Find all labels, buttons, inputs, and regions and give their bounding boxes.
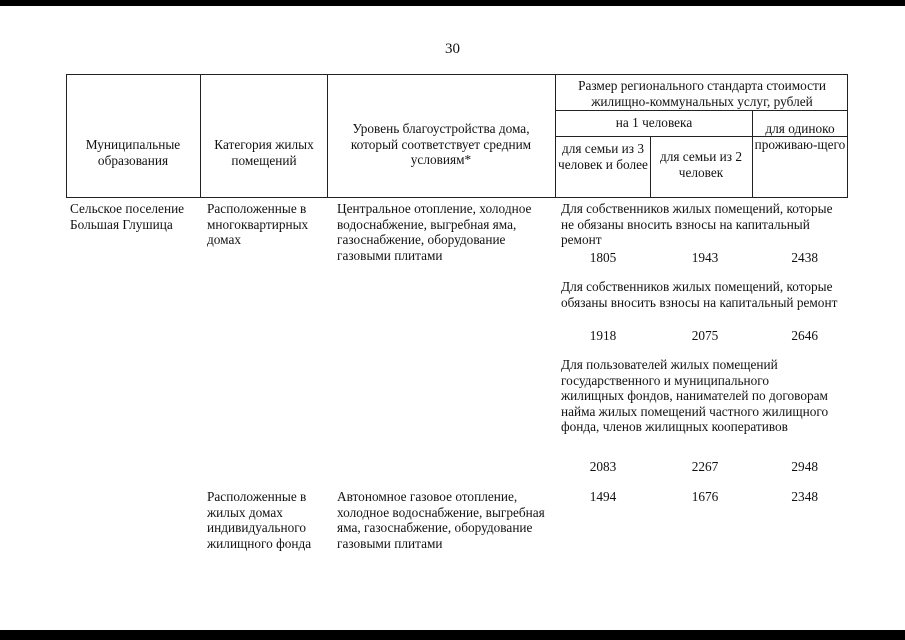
- header-municipalities: Муниципальные образования: [85, 137, 181, 168]
- page-number: 30: [445, 41, 460, 57]
- value-g2-family3: 1918: [589, 328, 617, 343]
- bottom-border: [0, 630, 905, 640]
- value-g1-family3: 1805: [589, 250, 617, 265]
- category-individual-houses: Расположенные в жилых домах индивидуального жилищного фонда: [207, 489, 312, 551]
- header-family-2: для семьи из 2 человек: [659, 149, 743, 180]
- value-g1-single: 2438: [791, 250, 818, 265]
- value-g1-family2: 1943: [691, 250, 719, 265]
- header-category: Категория жилых помещений: [214, 137, 314, 168]
- header-improvement-level: Уровень благоустройства дома, который соответствует средним условиям*: [350, 121, 532, 167]
- value-g2-single: 2646: [791, 328, 818, 343]
- value-r2-family2: 1676: [691, 489, 719, 504]
- value-g3-family2: 2267: [691, 459, 719, 474]
- group-label-tenants: Для пользователей жилых помещений государственного и муниципального жилищных фондов, нанимателей по договорам найма жилых помещений частного жилищного фонда, членов жилищных кооперативов: [561, 357, 829, 434]
- value-g2-family2: 2075: [691, 328, 719, 343]
- category-apartment-buildings: Расположенные в многоквартирных домах: [207, 201, 309, 247]
- header-per-person: на 1 человека: [615, 115, 693, 130]
- header-single: для одиноко проживаю-щего: [754, 121, 846, 152]
- improvement-level-2: Автономное газовое отопление, холодное водоснабжение, выгребная яма, газоснабжение, оборудование газовыми плитами: [337, 489, 545, 551]
- municipality-name: Сельское поселение Большая Глушица: [70, 201, 185, 232]
- header-family-3: для семьи из 3 человек и более: [558, 141, 648, 172]
- value-g3-single: 2948: [791, 459, 818, 474]
- group-label-no-capital-repair: Для собственников жилых помещений, которые не обязаны вносить взносы на капитальный ремонт: [561, 201, 833, 247]
- value-r2-family3: 1494: [589, 489, 617, 504]
- header-standard-cost: Размер регионального стандарта стоимости жилищно-коммунальных услуг, рублей: [578, 78, 826, 109]
- group-label-capital-repair: Для собственников жилых помещений, которые обязаны вносить взносы на капитальный ремонт: [561, 279, 838, 310]
- value-r2-single: 2348: [791, 489, 818, 504]
- improvement-level-1: Центральное отопление, холодное водоснабжение, выгребная яма, газоснабжение, оборудование газовыми плитами: [337, 201, 532, 263]
- value-g3-family3: 2083: [589, 459, 617, 474]
- top-border: [0, 0, 905, 6]
